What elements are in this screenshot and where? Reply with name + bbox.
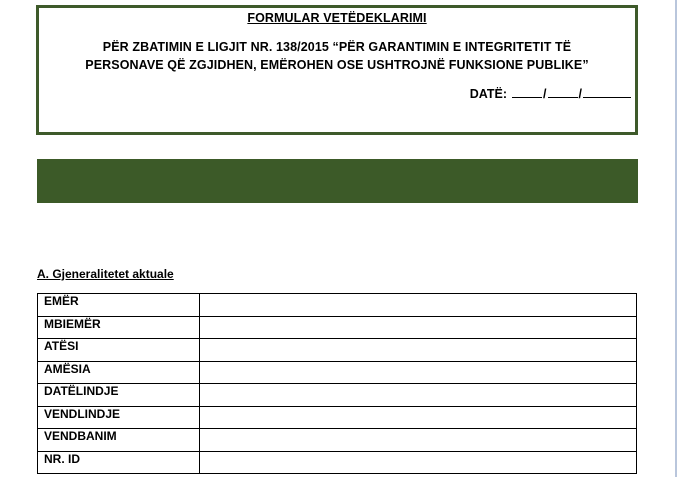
date-day-field[interactable] xyxy=(512,85,542,98)
row-value-field[interactable] xyxy=(200,429,637,452)
row-value-field[interactable] xyxy=(200,316,637,339)
table-row xyxy=(38,406,637,429)
date-separator: / xyxy=(543,87,547,101)
date-month-field[interactable] xyxy=(548,85,578,98)
row-label: MBIEMËR xyxy=(38,316,200,339)
row-value-field[interactable] xyxy=(200,406,637,429)
row-label: EMËR xyxy=(38,294,200,317)
table-row xyxy=(38,451,637,474)
form-title: FORMULAR VETËDEKLARIMI xyxy=(247,11,427,25)
date-label: DATË: xyxy=(469,87,508,101)
row-value-field[interactable] xyxy=(200,361,637,384)
form-subtitle xyxy=(39,38,635,74)
row-value-field[interactable] xyxy=(200,384,637,407)
row-label: AMËSIA xyxy=(38,361,200,384)
table-row xyxy=(38,384,637,407)
date-separator: / xyxy=(578,87,582,101)
date-year-field[interactable] xyxy=(583,85,631,98)
date-line xyxy=(470,85,631,101)
table-row xyxy=(38,316,637,339)
subtitle-line-1: PËR ZBATIMIN E LIGJIT NR. 138/2015 “PËR GARANTIMIN E INTEGRITETIT TË xyxy=(102,40,572,54)
row-label: VENDLINDJE xyxy=(38,406,200,429)
row-label: ATËSI xyxy=(38,339,200,362)
row-label: NR. ID xyxy=(38,451,200,474)
table-row xyxy=(38,339,637,362)
row-label: VENDBANIM xyxy=(38,429,200,452)
header-box xyxy=(36,5,638,135)
subtitle-line-2: PERSONAVE QË ZGJIDHEN, EMËROHEN OSE USHTROJNË FUNKSIONE PUBLIKE” xyxy=(85,58,589,72)
row-value-field[interactable] xyxy=(200,294,637,317)
section-band xyxy=(37,159,638,203)
row-label: DATËLINDJE xyxy=(38,384,200,407)
row-value-field[interactable] xyxy=(200,451,637,474)
table-row xyxy=(38,429,637,452)
section-a-heading: A. Gjeneralitetet aktuale xyxy=(37,267,174,281)
table-row xyxy=(38,294,637,317)
row-value-field[interactable] xyxy=(200,339,637,362)
table-row xyxy=(38,361,637,384)
generalities-table xyxy=(37,293,637,474)
